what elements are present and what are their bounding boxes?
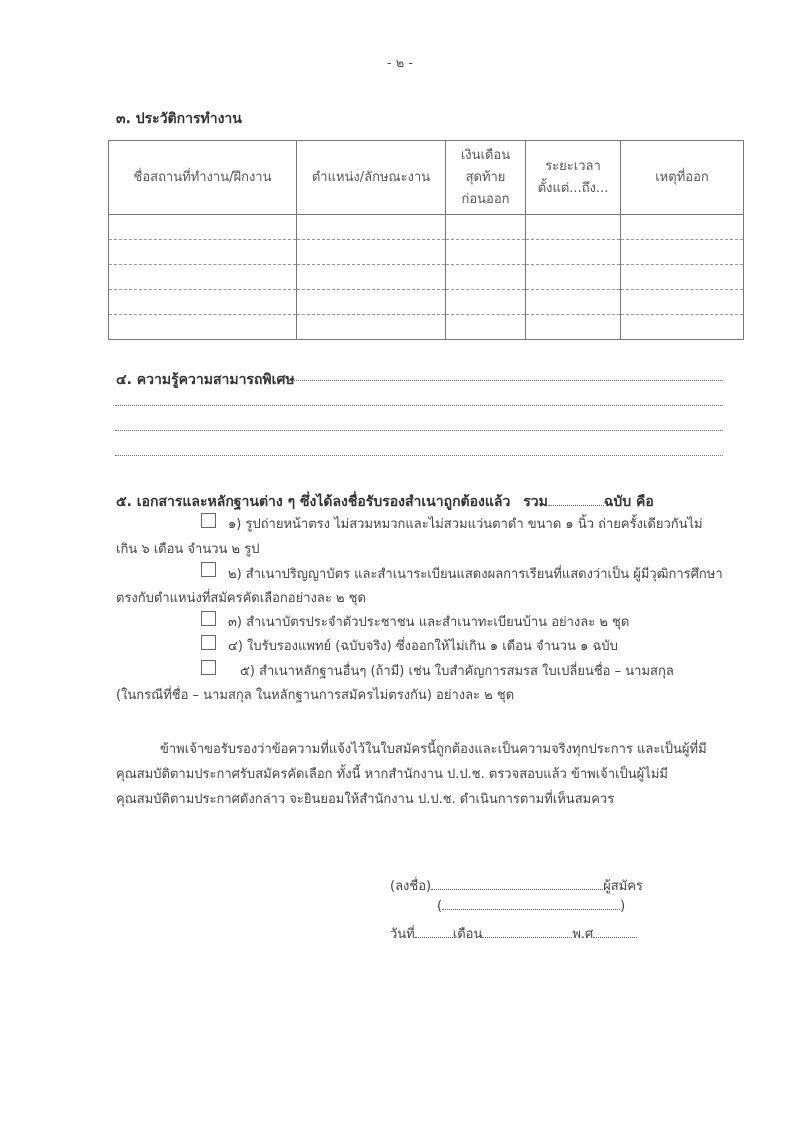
item2-text: ๒) สำเนาปริญญาบัตร และสำเนาระเบียนแสดงผลการเรียนที่แสดงว่าเป็น ผู้มีวุฒิการศึกษา: [228, 567, 723, 582]
cell-period[interactable]: [526, 215, 621, 240]
name-close-paren: ): [620, 899, 626, 914]
item4-text: ๔) ใบรับรองแพทย์ (ฉบับจริง) ซึ่งออกให้ไม่เกิน ๑ เดือน จำนวน ๑ ฉบับ: [228, 639, 618, 654]
item1-text: ๑) รูปถ่ายหน้าตรง ไม่สวมหมวกและไม่สวมแว่นตาดำ ขนาด ๑ นิ้ว ถ่ายครั้งเดียวกันไม่: [228, 517, 703, 532]
sign-label: (ลงชื่อ): [390, 879, 432, 894]
month-field[interactable]: [482, 928, 572, 938]
item5-checkbox[interactable]: [201, 660, 216, 675]
applicant-label: ผู้สมัคร: [603, 879, 643, 894]
header-last-salary: [446, 141, 526, 215]
cell-position[interactable]: [297, 315, 446, 340]
page-number: - ๒ -: [386, 56, 414, 71]
header-reason-left: เหตุที่ออก: [621, 141, 744, 215]
cell-reason[interactable]: [621, 265, 744, 290]
date-line: [390, 923, 637, 944]
signature-field[interactable]: [431, 880, 603, 890]
day-field[interactable]: [415, 928, 453, 938]
table-row: [109, 240, 744, 265]
item3-checkbox[interactable]: [201, 611, 216, 626]
total-copies-field[interactable]: [548, 496, 604, 506]
cell-position[interactable]: [297, 265, 446, 290]
cell-salary[interactable]: [446, 215, 526, 240]
cell-period[interactable]: [526, 290, 621, 315]
table-row: [109, 215, 744, 240]
header-position: ตำแหน่ง/ลักษณะงาน: [297, 141, 446, 215]
item4-checkbox[interactable]: [201, 635, 216, 650]
section5-title: ๕. เอกสารและหลักฐานต่าง ๆ ซึ่งได้ลงชื่อรับรองสำเนาถูกต้องแล้ว: [116, 494, 511, 510]
cell-salary[interactable]: [446, 290, 526, 315]
cell-workplace[interactable]: [109, 315, 297, 340]
cell-reason[interactable]: [621, 240, 744, 265]
year-label: พ.ศ: [572, 927, 594, 942]
table-row: [109, 290, 744, 315]
printed-name-field[interactable]: [442, 900, 620, 910]
declaration-line-1: ข้าพเจ้าขอรับรองว่าข้อความที่แจ้งไว้ในใบสมัครนี้ถูกต้องและเป็นความจริงทุกประการ และเป็นผู้ที่มี: [160, 742, 707, 757]
special-skills-line-2[interactable]: [115, 405, 723, 406]
cell-reason[interactable]: [621, 215, 744, 240]
special-skills-line-3[interactable]: [115, 430, 723, 431]
cell-period[interactable]: [526, 265, 621, 290]
special-skills-field[interactable]: [289, 380, 723, 381]
section5-heading: [116, 491, 654, 513]
table-row: [109, 315, 744, 340]
work-history-table: [108, 140, 744, 340]
cell-position[interactable]: [297, 290, 446, 315]
declaration-line-2: คุณสมบัติตามประกาศรับสมัครคัดเลือก ทั้งนี้ หากสำนักงาน ป.ป.ช. ตรวจสอบแล้ว ข้าพเจ้าเป็นผู้ไม่มี: [116, 767, 668, 782]
signature-line: [390, 875, 643, 896]
cell-reason[interactable]: [621, 290, 744, 315]
header-period: [526, 141, 621, 215]
cell-workplace[interactable]: [109, 240, 297, 265]
cell-workplace[interactable]: [109, 290, 297, 315]
total-label: รวม: [523, 494, 548, 510]
item5-text-cont: (ในกรณีที่ชื่อ – นามสกุล ในหลักฐานการสมัครไม่ตรงกัน) อย่างละ ๒ ชุด: [116, 688, 515, 703]
copies-label: ฉบับ คือ: [603, 494, 654, 510]
cell-salary[interactable]: [446, 240, 526, 265]
header-salary-line2: สุดท้าย: [465, 169, 506, 185]
cell-reason[interactable]: [621, 315, 744, 340]
header-period-line1: ระยะเวลา: [545, 158, 601, 174]
cell-position[interactable]: [297, 240, 446, 265]
day-label: วันที่: [390, 927, 415, 942]
item5-text: ๕) สำเนาหลักฐานอื่นๆ (ถ้ามี) เช่น ใบสำคัญการสมรส ใบเปลี่ยนชื่อ – นามสกุล: [240, 664, 674, 679]
table-header-row: [109, 141, 744, 215]
cell-salary[interactable]: [446, 265, 526, 290]
item1-text-cont: เกิน ๖ เดือน จำนวน ๒ รูป: [116, 542, 260, 557]
header-salary-line3: ก่อนออก: [461, 191, 510, 207]
year-field[interactable]: [593, 928, 637, 938]
table-row: [109, 265, 744, 290]
special-skills-line-4[interactable]: [115, 455, 723, 456]
cell-position[interactable]: [297, 215, 446, 240]
cell-period[interactable]: [526, 315, 621, 340]
item3-text: ๓) สำเนาบัตรประจำตัวประชาชน และสำเนาทะเบียนบ้าน อย่างละ ๒ ชุด: [228, 615, 630, 630]
header-workplace: ชื่อสถานที่ทำงาน/ฝึกงาน: [109, 141, 297, 215]
cell-period[interactable]: [526, 240, 621, 265]
item1-checkbox[interactable]: [201, 513, 216, 528]
month-label: เดือน: [452, 927, 483, 942]
header-salary-line1: เงินเดือน: [460, 147, 511, 163]
name-open-paren: (: [437, 899, 443, 914]
cell-workplace[interactable]: [109, 215, 297, 240]
declaration-line-3: คุณสมบัติตามประกาศดังกล่าว จะยินยอมให้สำนักงาน ป.ป.ช. ดำเนินการตามที่เห็นสมควร: [116, 792, 615, 807]
header-period-line2: ตั้งแต่...ถึง...: [537, 180, 609, 196]
section3-heading: ๓. ประวัติการทำงาน: [116, 111, 242, 127]
printed-name-line: [437, 899, 625, 914]
cell-workplace[interactable]: [109, 265, 297, 290]
item2-text-cont: ตรงกับตำแหน่งที่สมัครคัดเลือกอย่างละ ๒ ชุด: [116, 591, 366, 606]
cell-salary[interactable]: [446, 315, 526, 340]
section4-heading: ๔. ความรู้ความสามารถพิเศษ: [116, 372, 295, 388]
item2-checkbox[interactable]: [201, 562, 216, 577]
